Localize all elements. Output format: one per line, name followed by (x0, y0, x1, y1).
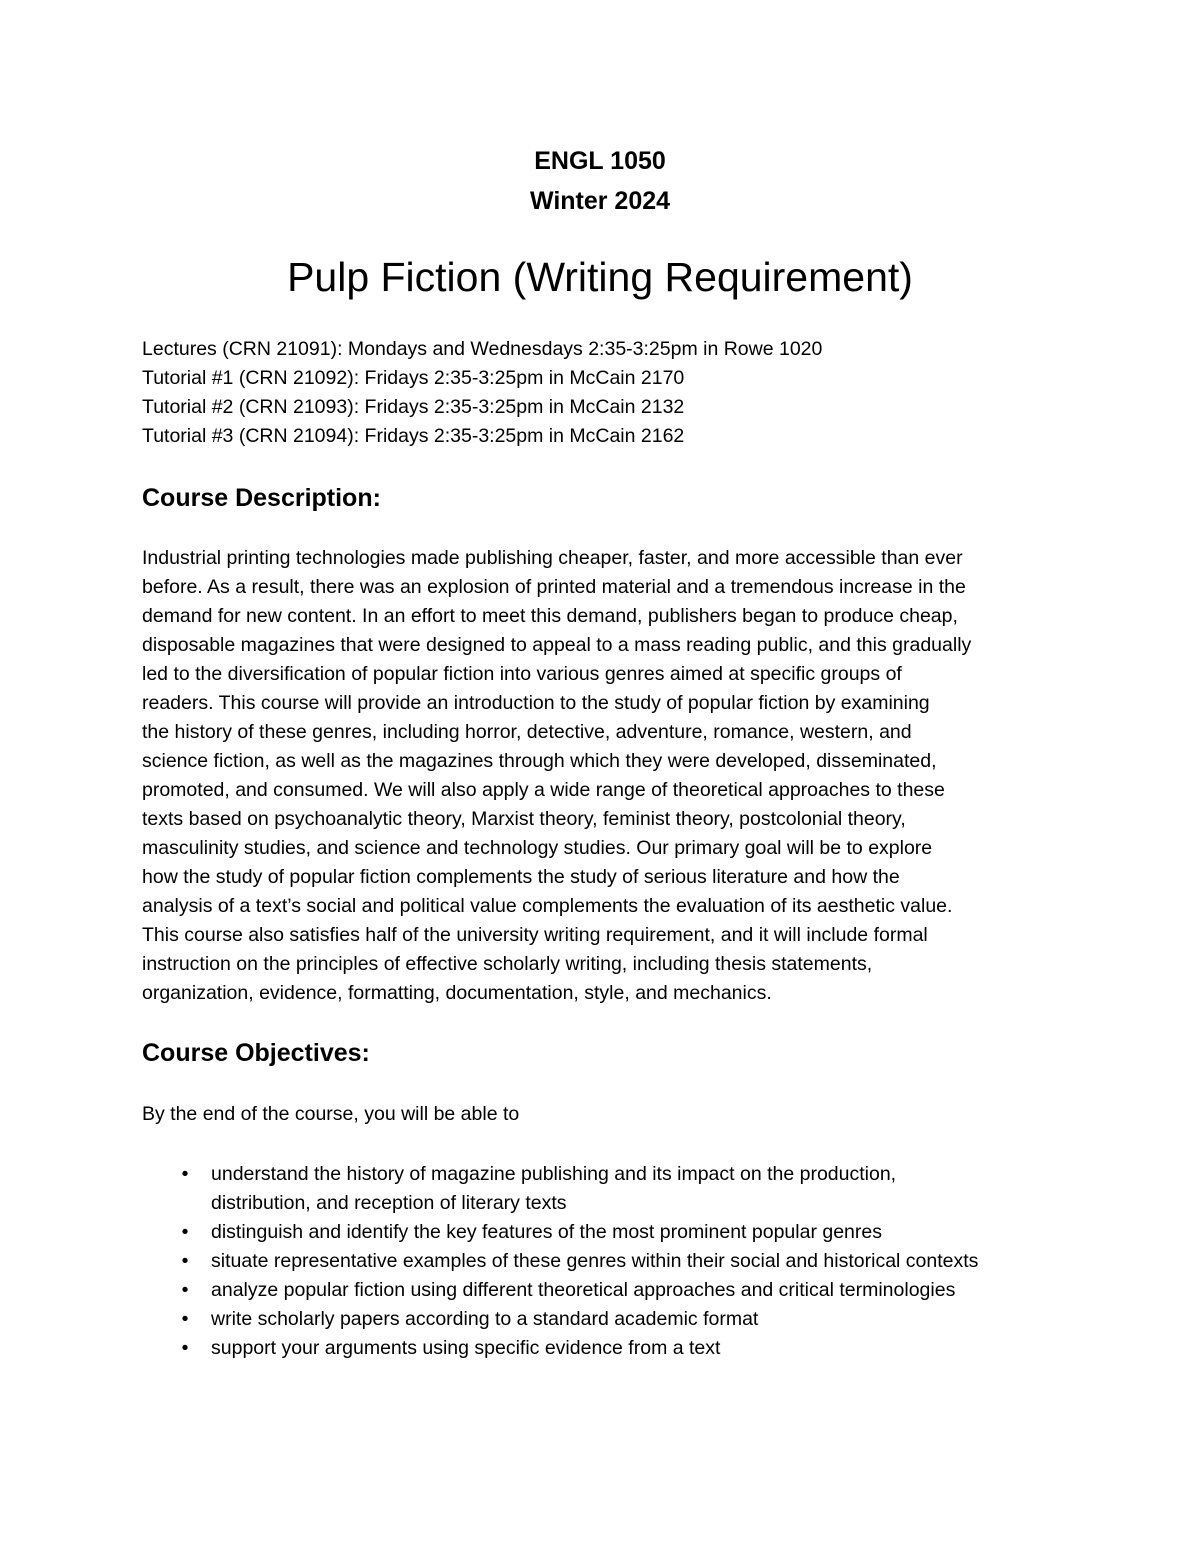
description-line: This course also satisfies half of the university writing requirement, and it will include formal (142, 924, 928, 946)
list-item (142, 1305, 1102, 1334)
description-line: led to the diversification of popular fiction into various genres aimed at specific groups of (142, 663, 902, 685)
description-line: instruction on the principles of effective scholarly writing, including thesis statements, (142, 953, 873, 975)
schedule-line-lectures: Lectures (CRN 21091): Mondays and Wednesdays 2:35-3:25pm in Rowe 1020 (142, 338, 823, 360)
list-item (142, 1160, 1102, 1218)
objective-text: analyze popular fiction using different theoretical approaches and critical terminologies (211, 1279, 956, 1301)
objective-text: situate representative examples of these genres within their social and historical contexts (211, 1250, 979, 1272)
description-line: analysis of a text’s social and political value complements the evaluation of its aesthetic value. (142, 895, 953, 917)
objective-text: distinguish and identify the key features of the most prominent popular genres (211, 1221, 882, 1243)
schedule-block (142, 335, 1142, 451)
list-item (142, 1218, 1102, 1247)
schedule-line-tutorial-3: Tutorial #3 (CRN 21094): Fridays 2:35-3:25pm in McCain 2162 (142, 425, 685, 447)
bullet-icon: • (181, 1337, 189, 1359)
course-description-heading: Course Description: (142, 484, 381, 512)
description-line: organization, evidence, formatting, documentation, style, and mechanics. (142, 982, 772, 1004)
schedule-line-tutorial-1: Tutorial #1 (CRN 21092): Fridays 2:35-3:25pm in McCain 2170 (142, 367, 685, 389)
list-item (142, 1334, 1102, 1363)
description-line: before. As a result, there was an explosion of printed material and a tremendous increase in the (142, 576, 966, 598)
course-description-paragraph (142, 544, 1102, 1008)
objectives-intro: By the end of the course, you will be able to (142, 1103, 520, 1125)
objective-text: write scholarly papers according to a standard academic format (211, 1308, 759, 1330)
description-line: readers. This course will provide an introduction to the study of popular fiction by examining (142, 692, 930, 714)
document-title: Pulp Fiction (Writing Requirement) (287, 254, 913, 300)
description-line: disposable magazines that were designed to appeal to a mass reading public, and this gradually (142, 634, 972, 656)
objective-text: support your arguments using specific evidence from a text (211, 1337, 721, 1359)
list-item (142, 1247, 1102, 1276)
description-line: promoted, and consumed. We will also apply a wide range of theoretical approaches to these (142, 779, 945, 801)
list-item (142, 1276, 1102, 1305)
description-line: demand for new content. In an effort to meet this demand, publishers began to produce cheap, (142, 605, 958, 627)
objectives-list (142, 1160, 1102, 1363)
bullet-icon: • (181, 1163, 189, 1185)
schedule-line-tutorial-2: Tutorial #2 (CRN 21093): Fridays 2:35-3:25pm in McCain 2132 (142, 396, 685, 418)
objective-text: distribution, and reception of literary texts (211, 1192, 567, 1214)
objective-text: understand the history of magazine publishing and its impact on the production, (211, 1163, 897, 1185)
description-line: Industrial printing technologies made publishing cheaper, faster, and more accessible than ever (142, 547, 963, 569)
description-line: texts based on psychoanalytic theory, Marxist theory, feminist theory, postcolonial theory, (142, 808, 906, 830)
bullet-icon: • (181, 1279, 189, 1301)
course-term: Winter 2024 (529, 187, 671, 215)
description-line: masculinity studies, and science and technology studies. Our primary goal will be to explore (142, 837, 933, 859)
description-line: the history of these genres, including horror, detective, adventure, romance, western, and (142, 721, 912, 743)
description-line: how the study of popular fiction complements the study of serious literature and how the (142, 866, 900, 888)
course-objectives-heading: Course Objectives: (142, 1039, 370, 1067)
course-code: ENGL 1050 (534, 147, 666, 175)
description-line: science fiction, as well as the magazines through which they were developed, disseminated, (142, 750, 937, 772)
bullet-icon: • (181, 1308, 189, 1330)
bullet-icon: • (181, 1250, 189, 1272)
bullet-icon: • (181, 1221, 189, 1243)
